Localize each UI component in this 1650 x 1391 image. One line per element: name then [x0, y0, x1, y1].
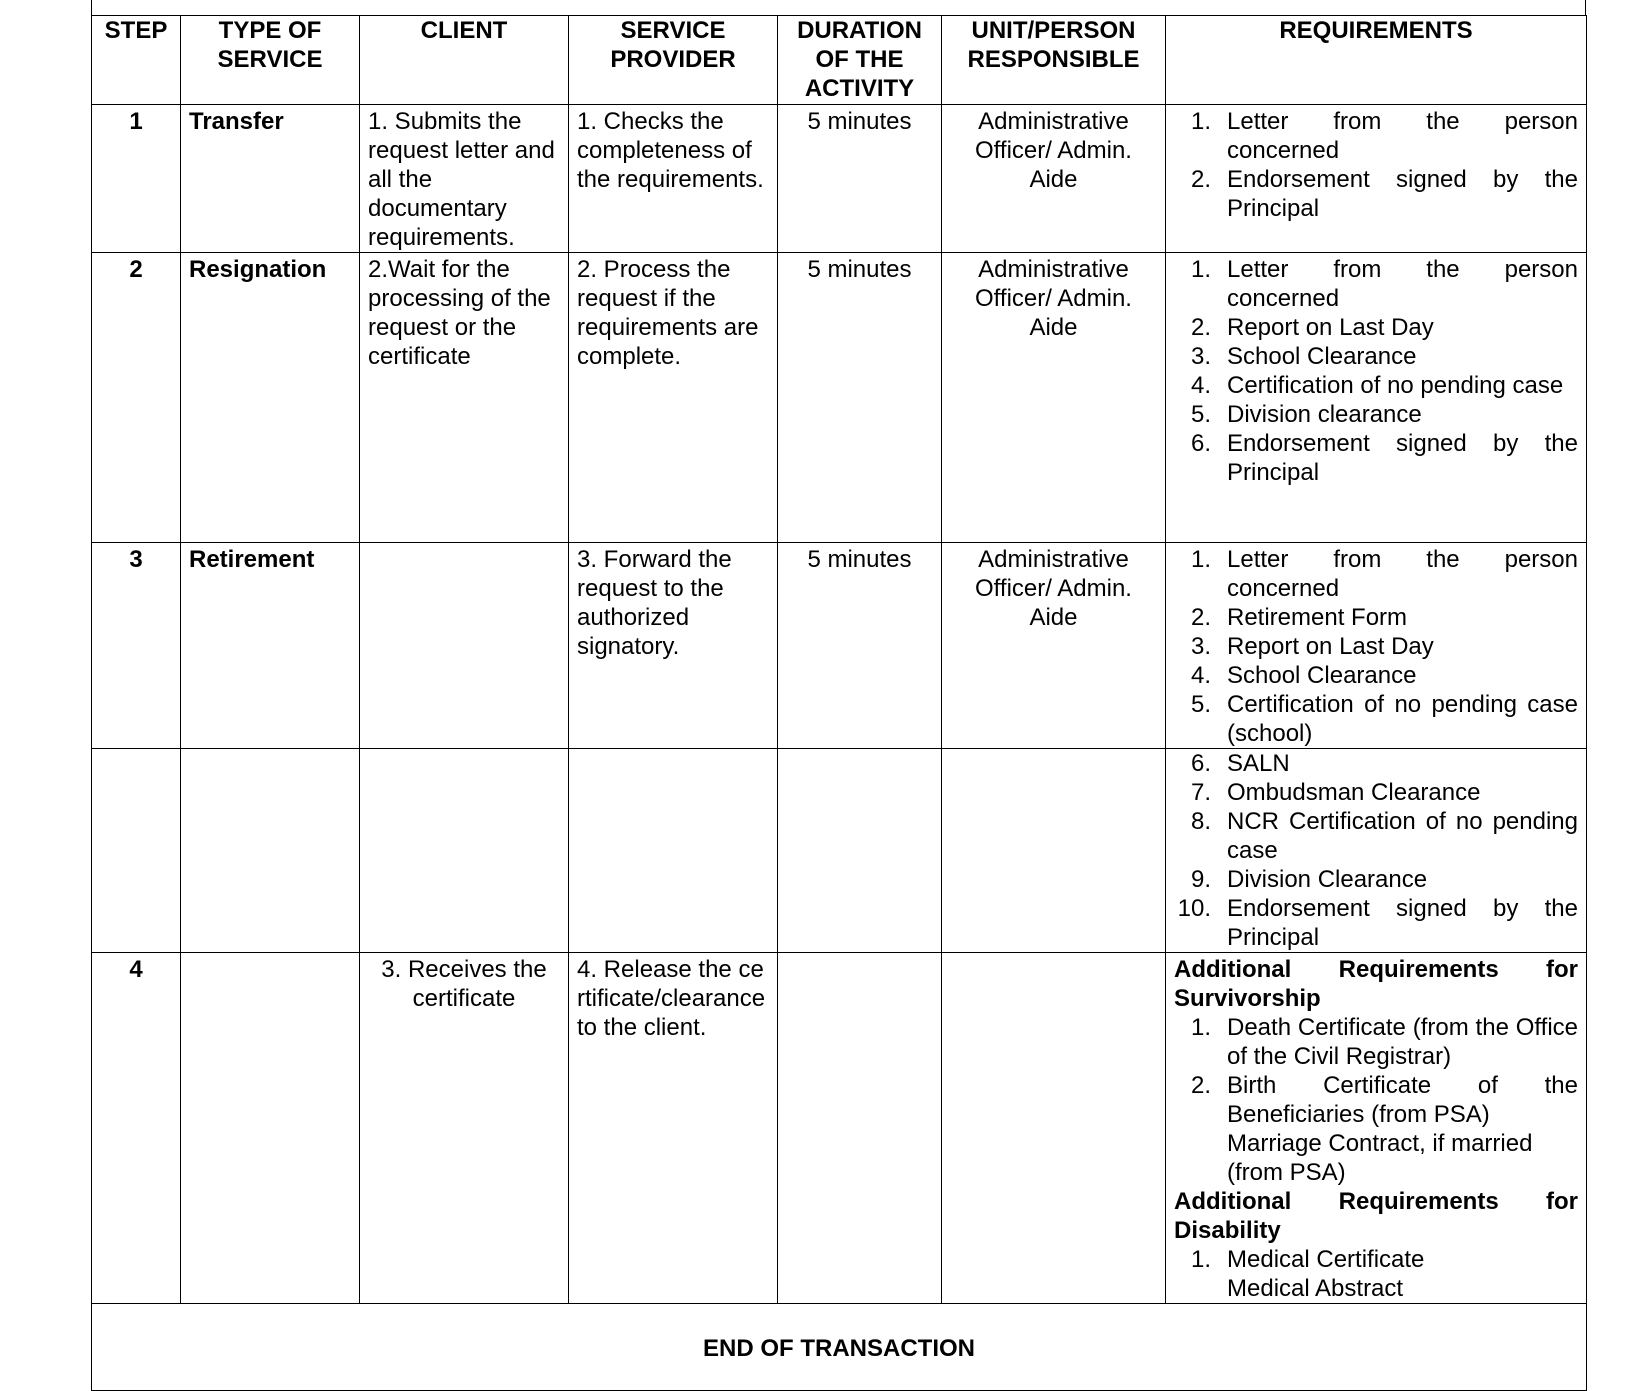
client-action [360, 543, 569, 749]
requirements-cell [1166, 953, 1587, 1304]
list-item: 8. NCR Certification of no pending case [1190, 808, 1578, 864]
table-row [92, 543, 1587, 749]
empty-cell [569, 749, 778, 953]
list-item: 4. Certification of no pending case [1190, 372, 1564, 399]
end-of-transaction: END OF TRANSACTION [92, 1304, 1587, 1391]
survivorship-heading: Additional Requirements for Survivorship [1174, 956, 1578, 1012]
empty-cell [942, 953, 1166, 1304]
requirements-list [1174, 545, 1578, 748]
requirements-list [1174, 1245, 1578, 1274]
table-row [92, 749, 1587, 953]
requirements-cell [1166, 543, 1587, 749]
list-item: 2. Birth Certificate of the Beneficiaries (from PSA) [1190, 1072, 1578, 1128]
list-item: 6. SALN [1190, 750, 1290, 777]
requirements-list [1174, 1013, 1578, 1129]
table-row [92, 105, 1587, 253]
provider-action: 4. Release the certificate/clearance to the client. [569, 953, 778, 1304]
header-provider: SERVICE PROVIDER [569, 16, 778, 105]
list-item: 1. Death Certificate (from the Office of the Civil Registrar) [1190, 1014, 1578, 1070]
list-item: 7. Ombudsman Clearance [1190, 779, 1481, 806]
disability-heading: Additional Requirements for Disability [1174, 1188, 1578, 1244]
header-unit: UNIT/PERSON RESPONSIBLE [942, 16, 1166, 105]
step-number: 3 [92, 543, 181, 749]
requirements-cell [1166, 105, 1587, 253]
list-item: 9. Division Clearance [1190, 866, 1428, 893]
header-client: CLIENT [360, 16, 569, 105]
list-item: 1. Letter from the person concerned [1190, 546, 1578, 602]
empty-cell [942, 749, 1166, 953]
table-row [92, 953, 1587, 1304]
list-item: 2. Report on Last Day [1190, 314, 1434, 341]
requirements-cell [1166, 749, 1587, 953]
list-item: 2. Endorsement signed by the Principal [1190, 166, 1578, 222]
step-number: 1 [92, 105, 181, 253]
list-item: 5. Certification of no pending case (school) [1190, 691, 1578, 747]
duration: 5 minutes [778, 105, 942, 253]
list-item: 1. Medical Certificate [1190, 1246, 1425, 1273]
empty-cell [778, 749, 942, 953]
provider-action: 2. Process the request if the requirements are complete. [569, 253, 778, 543]
client-action: 1. Submits the request letter and all the documentary requirements. [360, 105, 569, 253]
unit-responsible: Administrative Officer/ Admin. Aide [942, 543, 1166, 749]
empty-cell [360, 749, 569, 953]
list-item: 3. School Clearance [1190, 343, 1417, 370]
table-top-border [91, 0, 1586, 15]
list-item: 4. School Clearance [1190, 662, 1417, 689]
requirements-cell [1166, 253, 1587, 543]
service-type: Resignation [181, 253, 360, 543]
header-step: STEP [92, 16, 181, 105]
list-item: 1. Letter from the person concerned [1190, 108, 1578, 164]
list-item: 10. Endorsement signed by the Principal [1177, 895, 1578, 951]
header-type: TYPE OF SERVICE [181, 16, 360, 105]
list-item: 1. Letter from the person concerned [1190, 256, 1578, 312]
duration: 5 minutes [778, 253, 942, 543]
requirements-list [1174, 255, 1578, 487]
unit-responsible: Administrative Officer/ Admin. Aide [942, 253, 1166, 543]
service-type: Retirement [181, 543, 360, 749]
requirements-list [1174, 107, 1578, 223]
header-row [92, 16, 1587, 105]
client-action: 2.Wait for the processing of the request or the certificate [360, 253, 569, 543]
footer-row [92, 1304, 1587, 1391]
service-table [91, 15, 1587, 1391]
step-number: 4 [92, 953, 181, 1304]
header-duration: DURATION OF THE ACTIVITY [778, 16, 942, 105]
duration: 5 minutes [778, 543, 942, 749]
list-item: 6. Endorsement signed by the Principal [1190, 430, 1578, 486]
disability-extra: Medical Abstract [1227, 1275, 1404, 1302]
survivorship-extra: Marriage Contract, if married (from PSA) [1227, 1130, 1533, 1186]
list-item: 2. Retirement Form [1190, 604, 1408, 631]
provider-action: 1. Checks the completeness of the requirements. [569, 105, 778, 253]
provider-action: 3. Forward the request to the authorized signatory. [569, 543, 778, 749]
list-item: 3. Report on Last Day [1190, 633, 1434, 660]
empty-cell [92, 749, 181, 953]
client-action: 3. Receives the certificate [360, 953, 569, 1304]
table-row [92, 253, 1587, 543]
header-requirements: REQUIREMENTS [1166, 16, 1587, 105]
empty-cell [778, 953, 942, 1304]
list-item: 5. Division clearance [1190, 401, 1422, 428]
service-type: Transfer [181, 105, 360, 253]
step-number: 2 [92, 253, 181, 543]
empty-cell [181, 953, 360, 1304]
unit-responsible: Administrative Officer/ Admin. Aide [942, 105, 1166, 253]
requirements-list [1174, 749, 1578, 952]
empty-cell [181, 749, 360, 953]
